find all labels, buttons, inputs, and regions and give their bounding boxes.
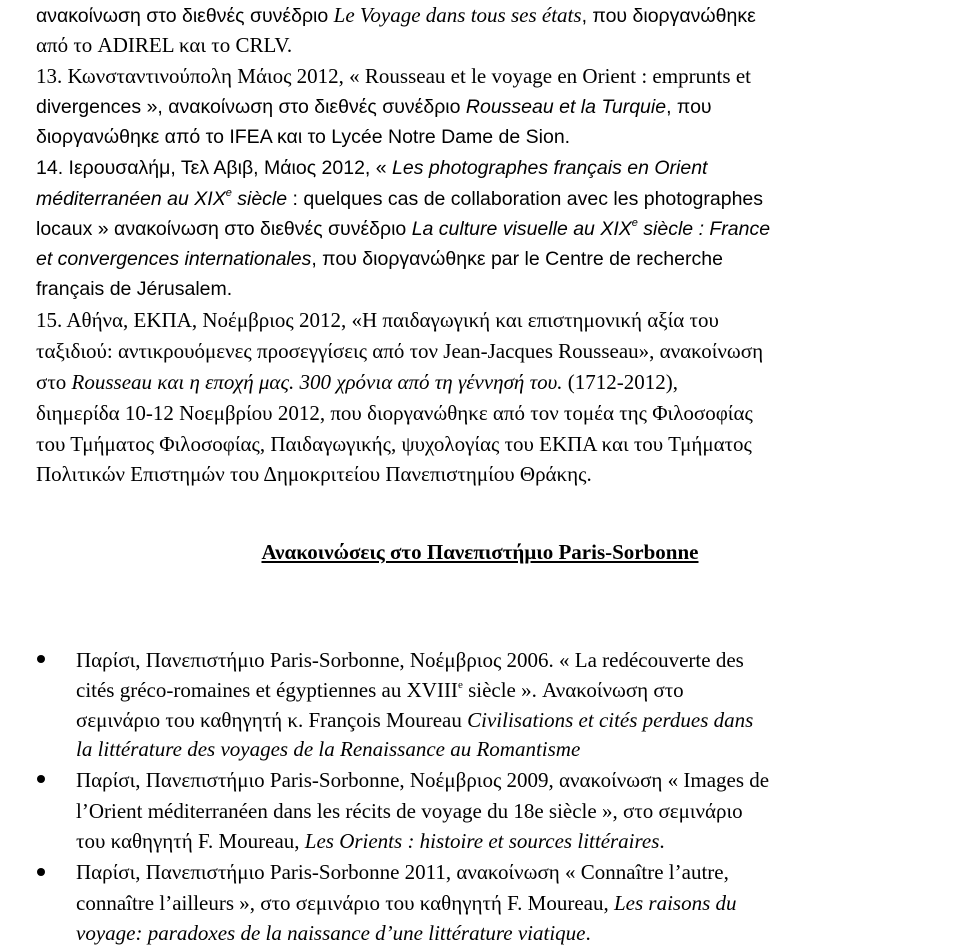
item15-line-3 [36,367,678,397]
seminar-title: Les raisons du [613,891,737,915]
seminar-title: Civilisations et cités perdues dans [467,708,754,732]
paper-title: siècle [231,188,288,210]
conference-title: et convergences internationales [36,248,312,270]
text-run: του καθηγητή F. Moureau, [76,829,305,853]
item14-line-2 [36,184,763,214]
text-run: στο [36,370,72,394]
conference-title: Le Voyage dans tous ses états [333,3,582,27]
bullet3-line-3 [76,918,591,948]
text-run: ανακοίνωση στο διεθνές συνέδριο [36,5,334,27]
seminar-title: Les Orients : histoire et sources littéraires [304,829,660,853]
bullet-icon [37,655,45,663]
text-run: : quelques cas de collaboration avec les photographes [287,188,764,210]
item14-line-5: français de Jérusalem. [36,278,233,300]
superscript: e [457,679,463,691]
bullet2-line-2: l’Orient méditerranéen dans les récits de voyage du 18e siècle », στο σεμινάριο [76,799,743,823]
text-run: connaître l’ailleurs », στο σεμινάριο του καθηγητή F. Moureau, [76,891,614,915]
text-run: divergences », ανακοίνωση στο διεθνές συνέδριο [36,96,466,118]
conference-title: Rousseau et la Turquie [465,96,667,118]
bullet-icon [37,775,45,783]
bullet1-line-4: la littérature des voyages de la Renaissance au Romantisme [76,737,581,761]
bullet3-line-1: Παρίσι, Πανεπιστήμιο Paris-Sorbonne 2011, ανακοίνωση « Connaître l’autre, [76,860,729,884]
item14-line-3 [36,214,770,244]
text-run: . [585,921,591,945]
item13-line-3: διοργανώθηκε από το IFEA και το Lycée Notre Dame de Sion. [36,126,571,148]
text-run: . [659,829,665,853]
text-run: (1712-2012), [562,370,678,394]
seminar-title: voyage: paradoxes de la naissance d’une littérature viatique [76,921,586,945]
conference-title: siècle : France [637,218,771,240]
item12-line-1 [36,0,756,31]
item15-line-4: διημερίδα 10-12 Νοεμβρίου 2012, που διοργανώθηκε από τον τομέα της Φιλοσοφίας [36,401,753,425]
paper-title: méditerranéen au XIX [36,188,226,210]
item13-line-2 [36,92,712,122]
text-run: 14. Ιερουσαλήμ, Τελ Αβιβ, Μάιος 2012, « [36,157,393,179]
text-run: , που [666,96,712,118]
text-run: , που διοργανώθηκε [581,5,756,27]
item14-line-4 [36,244,723,274]
text-run: cités gréco-romaines et égyptiennes au XVIII [76,678,458,702]
bullet-icon [37,868,45,876]
item15-line-2: ταξιδιού: αντικρουόμενες προσεγγίσεις από τον Jean-Jacques Rousseau», ανακοίνωση [36,339,764,363]
bullet2-line-3 [76,826,665,856]
paper-title: Les photographes français en Orient [392,157,708,179]
section-heading: Ανακοινώσεις στο Πανεπιστήμιο Paris-Sorbonne [261,540,699,564]
item13-line-1: 13. Κωνσταντινούπολη Μάιος 2012, « Rousseau et le voyage en Orient : emprunts et [36,64,751,88]
item15-line-5: του Τμήματος Φιλοσοφίας, Παιδαγωγικής, ψυχολογίας του ΕΚΠΑ και του Τμήματος [36,432,752,456]
text-run: locaux » ανακοίνωση στο διεθνές συνέδριο [36,218,412,240]
text-run: σεμινάριο του καθηγητή κ. François Moureau [76,708,468,732]
bullet1-line-2 [76,675,684,705]
item14-line-1 [36,153,707,183]
item15-line-1: 15. Αθήνα, ΕΚΠΑ, Νοέμβριος 2012, «Η παιδαγωγική και επιστημονική αξία του [36,308,719,332]
bullet1-line-1: Παρίσι, Πανεπιστήμιο Paris-Sorbonne, Νοέμβριος 2006. « La redécouverte des [76,648,744,672]
item15-line-6: Πολιτικών Επιστημών του Δημοκριτείου Πανεπιστημίου Θράκης. [36,462,592,486]
conference-title: La culture visuelle au XIX [411,218,632,240]
item12-line-2: από το ADIREL και το CRLV. [36,33,293,57]
event-title: Rousseau και η εποχή μας. 300 χρόνια από τη γέννησή του. [71,370,563,394]
superscript: e [631,217,638,229]
text-run: siècle ». Ανακοίνωση στο [462,678,684,702]
bullet3-line-2 [76,888,737,918]
text-run: , που διοργανώθηκε par le Centre de recherche [311,248,723,270]
superscript: e [225,187,232,199]
bullet2-line-1: Παρίσι, Πανεπιστήμιο Paris-Sorbonne, Νοέμβριος 2009, ανακοίνωση « Images de [76,768,770,792]
bullet1-line-3 [76,705,753,735]
